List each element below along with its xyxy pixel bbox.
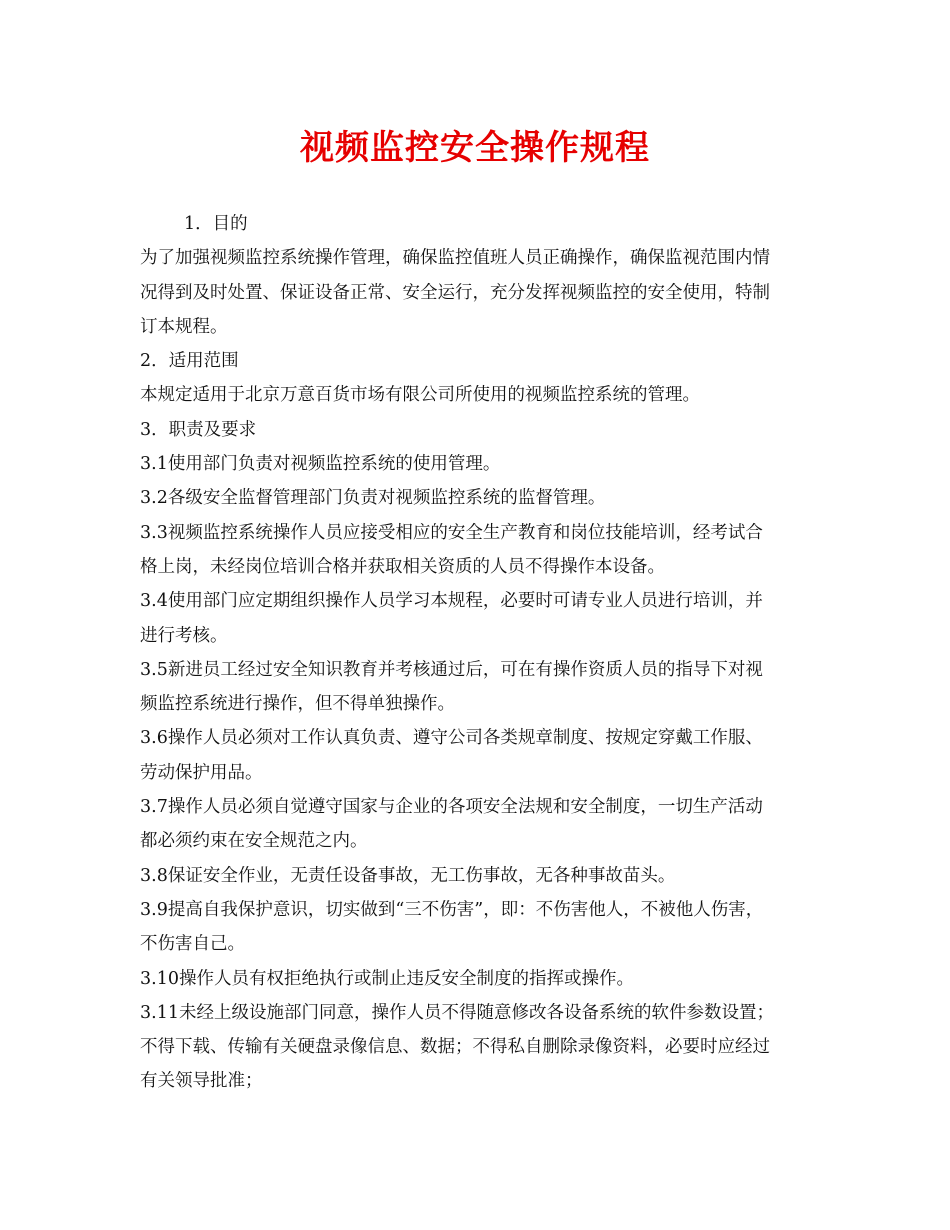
document-body	[140, 207, 815, 1099]
clause-line: 3.4使用部门应定期组织操作人员学习本规程，必要时可请专业人员进行培训，并	[140, 591, 763, 612]
clause-line: 3.3视频监控系统操作人员应接受相应的安全生产教育和岗位技能培训，经考试合	[140, 522, 763, 543]
clause-line: 3.6操作人员必须对工作认真负责、遵守公司各类规章制度、按规定穿戴工作服、	[140, 728, 763, 749]
section-heading-duties: 3．职责及要求	[140, 419, 257, 440]
clause-line: 进行考核。	[140, 625, 228, 646]
clause-line: 有关领导批准；	[140, 1071, 263, 1092]
clause-line: 3.2各级安全监督管理部门负责对视频监控系统的监督管理。	[140, 488, 606, 509]
clause-line: 不伤害自己。	[140, 934, 245, 955]
clause-line: 不得下载、传输有关硬盘录像信息、数据；不得私自删除录像资料，必要时应经过	[140, 1037, 770, 1058]
paragraph-line: 为了加强视频监控系统操作管理，确保监控值班人员正确操作，确保监视范围内情	[140, 248, 770, 269]
section-heading-purpose: 1．目的	[184, 214, 248, 234]
clause-line: 3.5新进员工经过安全知识教育并考核通过后，可在有操作资质人员的指导下对视	[140, 659, 763, 680]
clause-line: 都必须约束在安全规范之内。	[140, 831, 368, 852]
clause-line: 3.7操作人员必须自觉遵守国家与企业的各项安全法规和安全制度，一切生产活动	[140, 797, 763, 818]
paragraph-line: 况得到及时处置、保证设备正常、安全运行，充分发挥视频监控的安全使用，特制	[140, 282, 770, 303]
section-heading-scope: 2．适用范围	[140, 351, 239, 372]
paragraph-line: 本规定适用于北京万意百货市场有限公司所使用的视频监控系统的管理。	[140, 385, 700, 406]
clause-line: 3.8保证安全作业，无责任设备事故，无工伤事故，无各种事故苗头。	[140, 865, 676, 886]
clause-line: 3.11未经上级设施部门同意，操作人员不得随意修改各设备系统的软件参数设置；	[140, 1002, 774, 1023]
clause-line: 3.9提高自我保护意识，切实做到“三不伤害”，即：不伤害他人，不被他人伤害，	[140, 899, 764, 920]
clause-line: 3.1使用部门负责对视频监控系统的使用管理。	[140, 454, 501, 475]
clause-line: 格上岗，未经岗位培训合格并获取相关资质的人员不得操作本设备。	[140, 556, 665, 577]
clause-line: 劳动保护用品。	[140, 762, 263, 783]
clause-line: 频监控系统进行操作，但不得单独操作。	[140, 694, 455, 715]
clause-line: 3.10操作人员有权拒绝执行或制止违反安全制度的指挥或操作。	[140, 968, 634, 989]
paragraph-line: 订本规程。	[140, 316, 228, 337]
document-title: 视频监控安全操作规程	[300, 128, 650, 168]
